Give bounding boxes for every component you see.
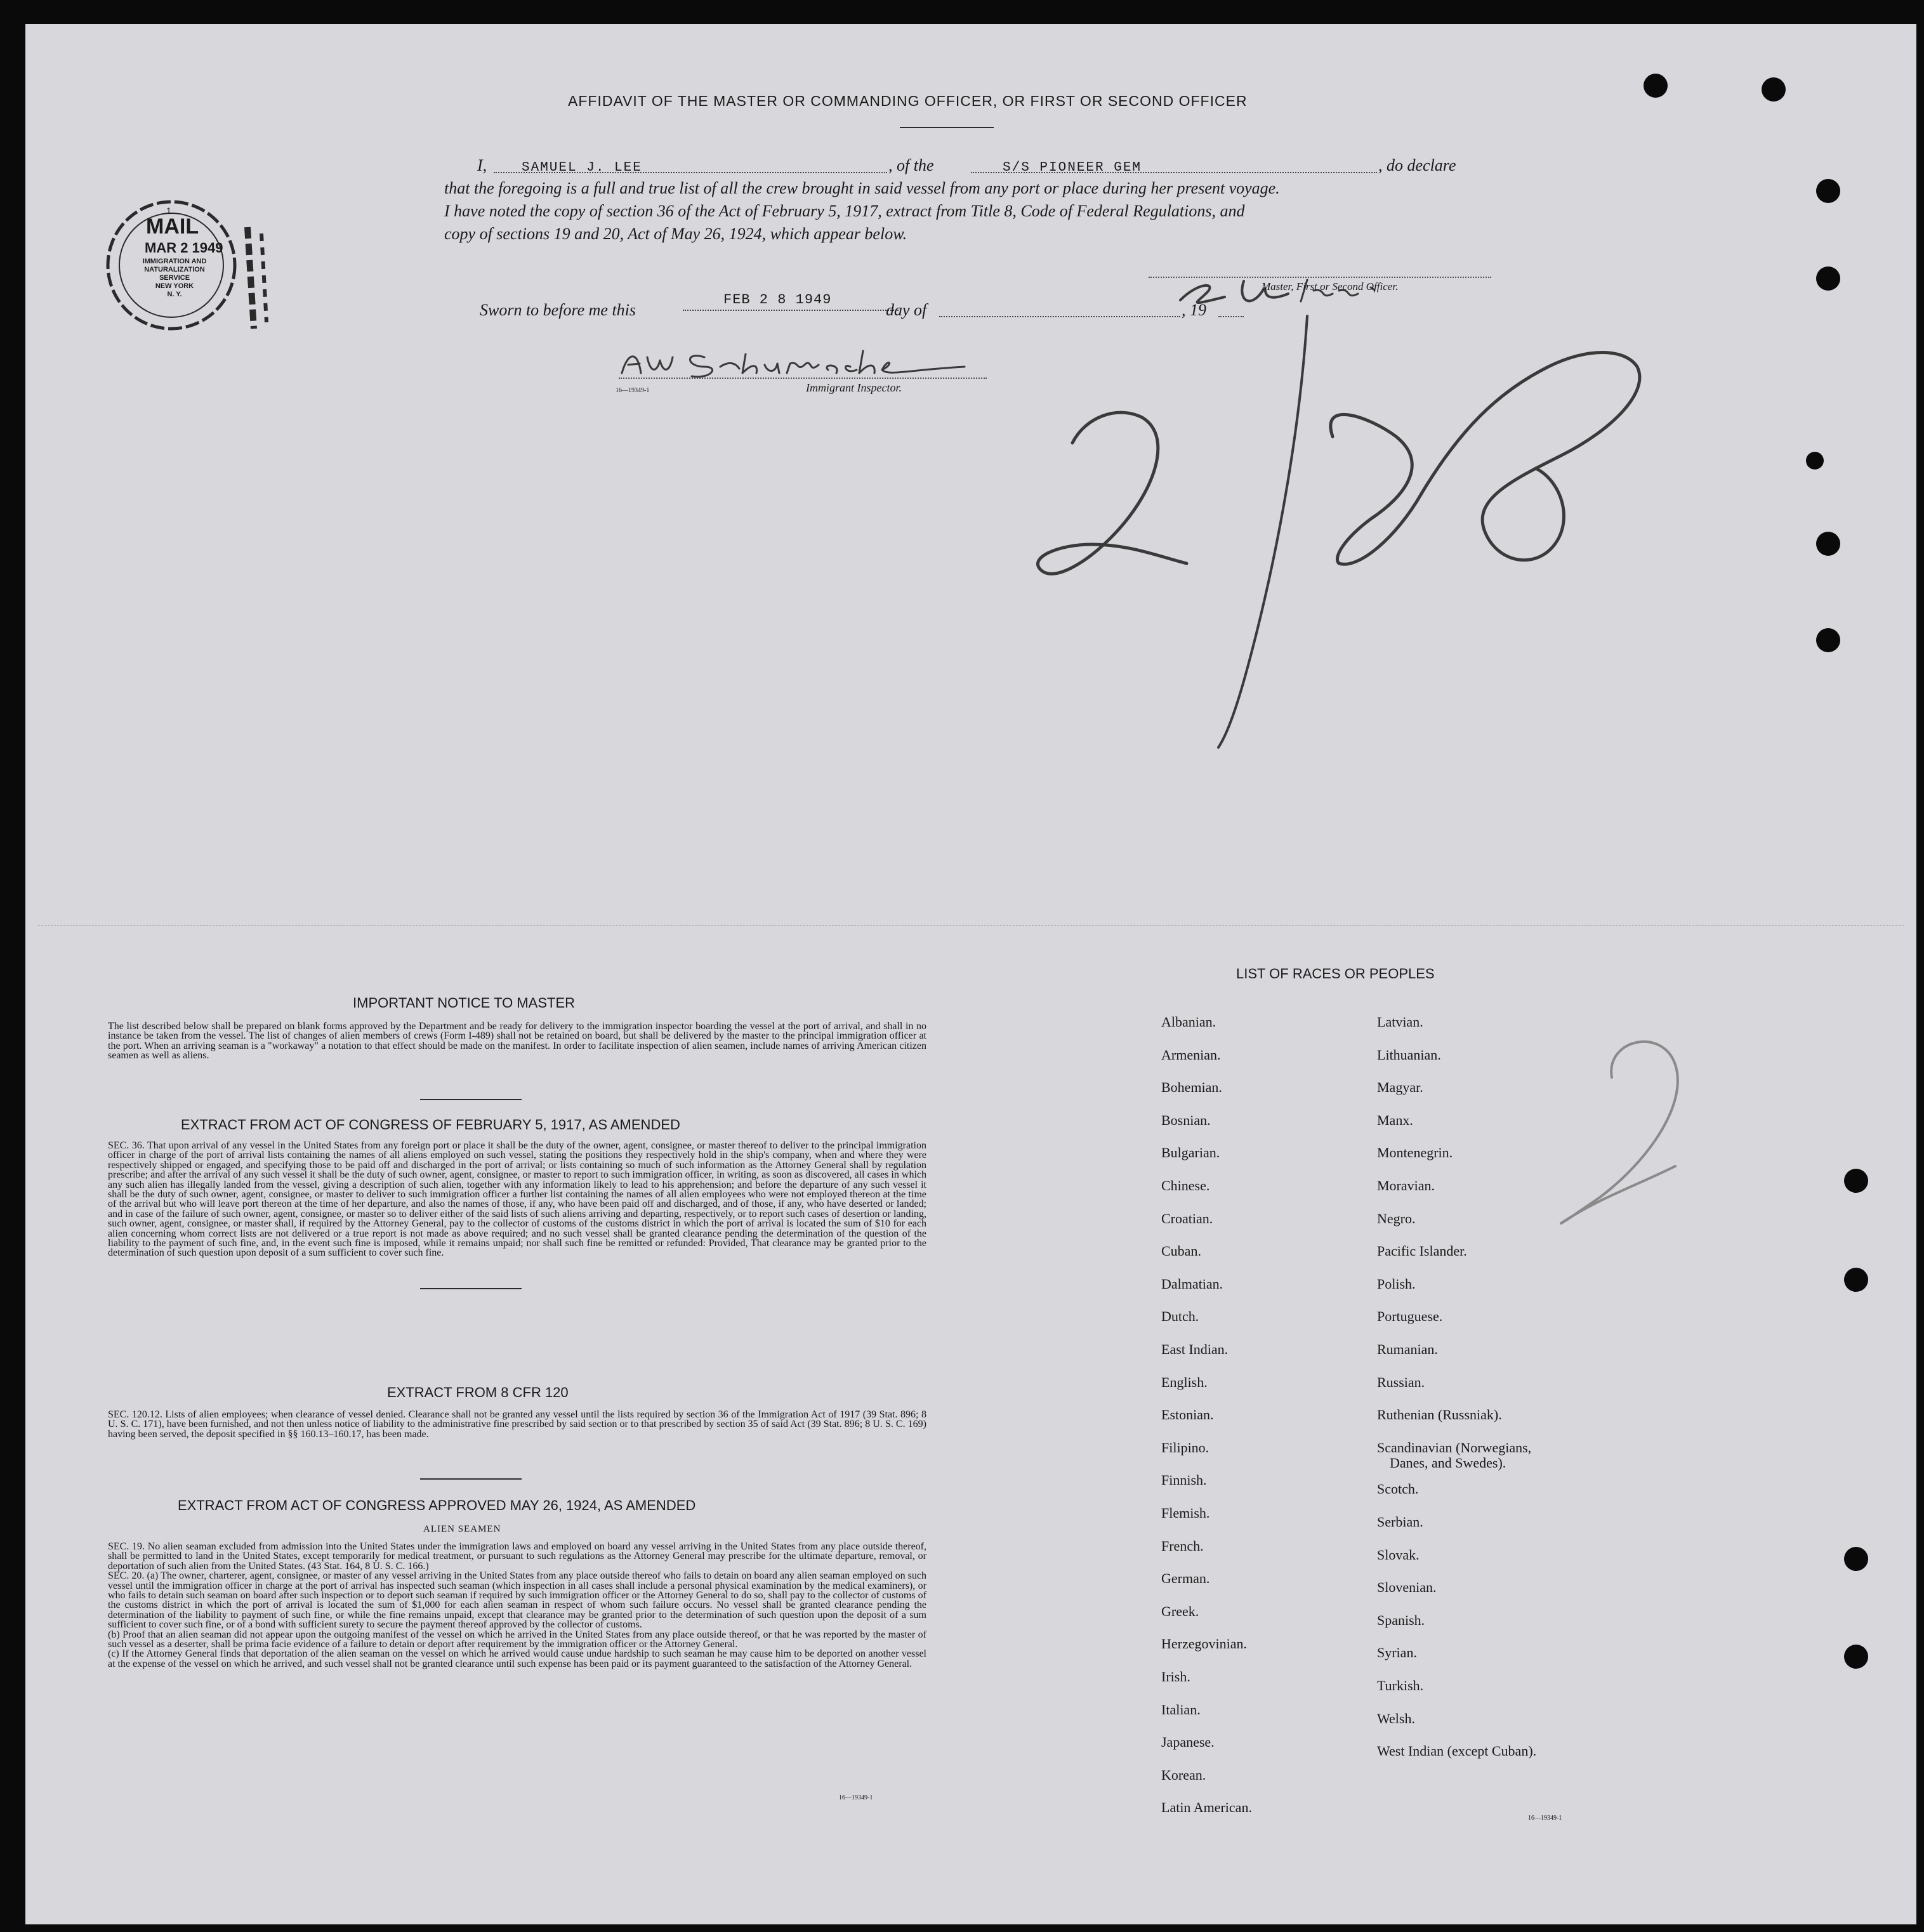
sworn-date-stamp: FEB 2 8 1949 (723, 292, 832, 308)
extract-1917-title: EXTRACT FROM ACT OF CONGRESS OF FEBRUARY 5, 1917, AS AMENDED (181, 1117, 680, 1133)
race-item: Portuguese. (1377, 1308, 1443, 1325)
fold-line (38, 925, 1904, 926)
race-item: Finnish. (1161, 1472, 1207, 1488)
race-item: Dutch. (1161, 1308, 1199, 1325)
sec-19-text: SEC. 19. No alien seaman excluded from admission into the United States under the immigration laws and employed on board any vessel arriving in the United States from any place outside thereof, shall be permitted to land in the United States, except temporarily for medical treatment, or pursuant to such regulations as the Attorney General may prescribe for the ultimate departure, removal, or deportation of such alien from the United States. (43 Stat. 164, 8 U. S. C. 166.) (108, 1541, 926, 1572)
punch-hole (1806, 452, 1824, 470)
race-item: English. (1161, 1374, 1208, 1390)
stamp-agency-line-2: NATURALIZATION (144, 266, 205, 273)
extract-1917-rule (420, 1288, 522, 1289)
race-item: Latin American. (1161, 1799, 1252, 1816)
race-item: Negro. (1377, 1210, 1416, 1226)
declaration-block (444, 154, 1498, 246)
race-item: Slovenian. (1377, 1579, 1437, 1596)
extract-1924-sections (108, 1542, 926, 1669)
sec-20c-text: (c) If the Attorney General finds that deportation of the alien seaman on the vessel on which he arrived would cause undue hardship to such seaman he may cause him to be deported on another vessel at the expense of the vessel on which he arrived, and such vessel shall not be granted clearance until such expense has been paid or its payment guaranteed to the satisfaction of the Attorney General. (108, 1648, 926, 1669)
stamp-agency-line-1: IMMIGRATION AND (142, 258, 207, 265)
race-item: Italian. (1161, 1701, 1201, 1718)
extract-1917-body: SEC. 36. That upon arrival of any vessel in the United States from any foreign port or place it shall be the duty of the owner, agent, consignee, or master thereof to deliver to the principal immigration officer in charge of the port of arrival lists containing the names of all aliens employed on such vessel, stating the positions they respectively hold in the ship's company, when and where they were respectively shipped or engaged, and specifying those to be paid off and discharged in the port of arrival; or lists containing so much of such information as the Attorney General shall by regulation prescribe; and after the arrival of any such vessel it shall be the duty of such owner, agent, consignee, or master to report to such immigration officer, in writing, as soon as discovered, all cases in which any such alien has illegally landed from the vessel, giving a description of such alien, together with any information likely to lead to his apprehension; and before the departure of any such vessel it shall be the duty of such owner, agent, consignee, or master to deliver to such immigration officer a further list containing the names of all alien employees who were not employed thereon at the time of the arrival but who will leave port thereon at the time of her departure, and also the names of those, if any, who have been paid off and discharged, and of those, if any, who have deserted or landed; and in case of the failure of such owner, agent, consignee, or master so to deliver either of the said lists of such aliens arriving and departing, respectively, or to report such cases of desertion or landing, such owner, agent, consignee, or master shall, if required by the Attorney General, pay to the collector of customs of the customs district in which the port of arrival is located the sum of $10 for each alien concerning whom correct lists are not delivered or a true report is not made as above required; and no such vessel shall be granted clearance pending the determination of the question of the liability to the payment of such fine, and, in the event such fine is imposed, while it remains unpaid; nor shall such fine be remitted or refunded: Provided, That clearance may be granted prior to the determination of such question upon deposit of a sum sufficient to cover such fine. (108, 1140, 926, 1259)
extract-1924-title: EXTRACT FROM ACT OF CONGRESS APPROVED MAY 26, 1924, AS AMENDED (178, 1497, 696, 1513)
race-item: Lithuanian. (1377, 1046, 1441, 1063)
race-item: Bohemian. (1161, 1079, 1222, 1096)
race-item: Ruthenian (Russniak). (1377, 1407, 1502, 1423)
race-item: Dalmatian. (1161, 1275, 1223, 1292)
form-title: AFFIDAVIT OF THE MASTER OR COMMANDING OFFICER, OR FIRST OR SECOND OFFICER (568, 93, 1248, 109)
race-item: Filipino. (1161, 1439, 1209, 1456)
race-item: Korean. (1161, 1766, 1206, 1783)
race-item: Japanese. (1161, 1734, 1215, 1751)
sworn-day-line (683, 310, 899, 311)
race-item: German. (1161, 1570, 1210, 1587)
stamp-top: 1 (166, 206, 171, 216)
race-item: Bulgarian. (1161, 1145, 1220, 1161)
stamp-agency-line-5: N. Y. (167, 291, 182, 298)
notice-title: IMPORTANT NOTICE TO MASTER (353, 995, 576, 1011)
extract-cfr-rule (420, 1478, 522, 1480)
declaration-i: I, (477, 156, 487, 174)
handwritten-mark-ink (1536, 1008, 1707, 1236)
declaration-line-4: copy of sections 19 and 20, Act of May 26, 1924, which appear below. (444, 225, 907, 243)
race-item: Cuban. (1161, 1243, 1201, 1259)
handwritten-date (1015, 291, 1713, 862)
declaration-do-declare: , do declare (1378, 156, 1456, 174)
race-item: Irish. (1161, 1669, 1190, 1685)
race-item: Scotch. (1377, 1481, 1419, 1497)
race-item: Latvian. (1377, 1014, 1423, 1030)
form-page (25, 24, 1916, 1924)
inspector-signature (609, 345, 990, 383)
master-name: SAMUEL J. LEE (522, 161, 642, 175)
race-item: Serbian. (1377, 1514, 1423, 1530)
race-item: Magyar. (1377, 1079, 1423, 1096)
race-item: Spanish. (1377, 1612, 1425, 1628)
races-title: LIST OF RACES OR PEOPLES (1236, 966, 1435, 982)
inspector-signature-line (619, 378, 987, 379)
race-item: Scandinavian (Norwegians, (1377, 1439, 1532, 1456)
race-item: Herzegovinian. (1161, 1636, 1247, 1652)
title-rule (900, 127, 994, 128)
stamp-agency-line-3: SERVICE (159, 274, 190, 282)
extract-cfr-body: SEC. 120.12. Lists of alien employees; when clearance of vessel denied. Clearance shall not be granted any vessel until the lists required by section 36 of the Immigration Act of 1917 (39 Stat. 896; 8 U. S. C. 171), have been furnished, and not then unless notice of liability to the administrative fine prescribed by said section or to that prescribed by section 35 of said Act (39 Stat. 896; 8 U. S. C. 169) having been served, the deposit specified in §§ 160.13–160.17, has been made. (108, 1409, 926, 1440)
race-item: Greek. (1161, 1603, 1199, 1619)
inspector-caption: Immigrant Inspector. (806, 381, 902, 394)
handwritten-mark (1536, 1008, 1707, 1236)
race-item: Welsh. (1377, 1710, 1415, 1726)
punch-hole (1844, 1645, 1868, 1669)
race-item: Syrian. (1377, 1645, 1417, 1661)
handwritten-date-ink (1015, 291, 1713, 862)
race-item: East Indian. (1161, 1341, 1229, 1357)
race-item: Turkish. (1377, 1678, 1424, 1693)
punch-hole (1762, 77, 1786, 102)
race-item: Slovak. (1377, 1546, 1420, 1563)
inspector-signature-ink (609, 345, 990, 383)
race-item: Manx. (1377, 1112, 1413, 1128)
declaration-line-2: that the foregoing is a full and true list of all the crew brought in said vessel from any port or place during her present voyage. (444, 179, 1280, 197)
extract-cfr-title: EXTRACT FROM 8 CFR 120 (387, 1384, 569, 1400)
race-item: Flemish. (1161, 1505, 1210, 1521)
punch-hole (1644, 74, 1668, 98)
stamp-agency (140, 258, 209, 299)
punch-hole (1816, 179, 1840, 203)
punch-hole (1844, 1268, 1868, 1292)
race-item: Rumanian. (1377, 1341, 1438, 1357)
sworn-day-of: day of (886, 301, 927, 319)
declaration-of-the: , of the (888, 156, 934, 174)
declaration-line-1 (444, 154, 1498, 177)
punch-hole (1844, 1169, 1868, 1193)
race-item: French. (1161, 1537, 1204, 1554)
mail-received-stamp (95, 176, 298, 367)
vessel-name: S/S PIONEER GEM (1003, 161, 1142, 175)
punch-hole (1816, 628, 1840, 652)
notice-rule (420, 1099, 522, 1100)
race-item: Albanian. (1161, 1014, 1216, 1030)
sec-20b-text: (b) Proof that an alien seaman did not appear upon the outgoing manifest of the vessel on which he arrived in the United States from any place outside thereof, or that he was reported by the master of such vessel as a deserter, shall be prima facie evidence of a failure to detain or deport after requirement by the immigration officer or the Attorney General. (108, 1629, 926, 1650)
sworn-year: , 19 (1182, 301, 1206, 319)
extract-1924-subtitle: ALIEN SEAMEN (423, 1524, 501, 1534)
race-item: Danes, and Swedes). (1390, 1454, 1506, 1471)
stamp-agency-line-4: NEW YORK (155, 282, 194, 290)
race-item: West Indian (except Cuban). (1377, 1743, 1537, 1759)
race-item: Russian. (1377, 1374, 1425, 1390)
punch-hole (1816, 532, 1840, 556)
declaration-line-3: I have noted the copy of section 36 of the Act of February 5, 1917, extract from Title 8, Code of Federal Regulations, and (444, 202, 1245, 220)
race-item: Montenegrin. (1377, 1145, 1453, 1161)
extract-1924-form-number: 16—19349-1 (839, 1794, 873, 1801)
sec-20a-text: SEC. 20. (a) The owner, charterer, agent, consignee, or master of any vessel arriving in the United States from any place outside thereof who fails to detain on board any alien seaman employed on such vessel until the immigration officer in charge at the port of arrival has inspected such seaman (which inspection in all cases shall include a personal physical examination by the medical examiners), or who fails to detain such seaman on board after such inspection or to deport such seaman if required by such immigration officer or the Attorney General to do so, shall pay to the collector of customs of the customs district in which the port of arrival is located the sum of $1,000 for each alien seaman in respect of whom such failure occurs. No vessel shall be granted clearance pending the determination of the liability to payment of such fine, or while the fine remains unpaid, except that clearance may be granted prior to the determination of such question upon the deposit of a sum sufficient to cover such fine, or of a bond with sufficient surety to secure the payment thereof approved by the collector of customs. (108, 1570, 926, 1631)
race-item: Bosnian. (1161, 1112, 1211, 1128)
inspector-form-number: 16—19349-1 (616, 387, 650, 394)
inspector-signature-text (619, 381, 623, 382)
race-item: Armenian. (1161, 1046, 1221, 1063)
officer-signature-text (1402, 251, 1404, 252)
stamp-date: MAR 2 1949 (145, 240, 223, 256)
race-item: Polish. (1377, 1275, 1416, 1292)
race-item: Moravian. (1377, 1178, 1435, 1193)
punch-hole (1816, 266, 1840, 291)
race-item: Estonian. (1161, 1407, 1214, 1423)
officer-signature-caption: Master, First or Second Officer. (1262, 280, 1399, 292)
race-item: Croatian. (1161, 1210, 1213, 1226)
stamp-mail: MAIL (146, 214, 199, 239)
race-item: Pacific Islander. (1377, 1243, 1467, 1259)
officer-signature-line (1149, 277, 1491, 278)
race-item: Chinese. (1161, 1178, 1210, 1193)
notice-body: The list described below shall be prepared on blank forms approved by the Department and be ready for delivery to the immigration inspector boarding the vessel at the port of arrival, and shall in no instance be taken from the vessel. The list of changes of alien members of crews (Form I-489) shall not be retained on board, but shall be delivered by the master to the principal immigration officer at the port. When an arriving seaman is a "workaway" a notation to that effect should be made on the manifest. In order to facilitate inspection of alien seamen, include names of arriving American citizen seamen as well as aliens. (108, 1021, 926, 1061)
races-form-number: 16—19349-1 (1528, 1815, 1562, 1822)
punch-hole (1844, 1547, 1868, 1571)
sworn-prefix: Sworn to before me this (480, 301, 636, 319)
